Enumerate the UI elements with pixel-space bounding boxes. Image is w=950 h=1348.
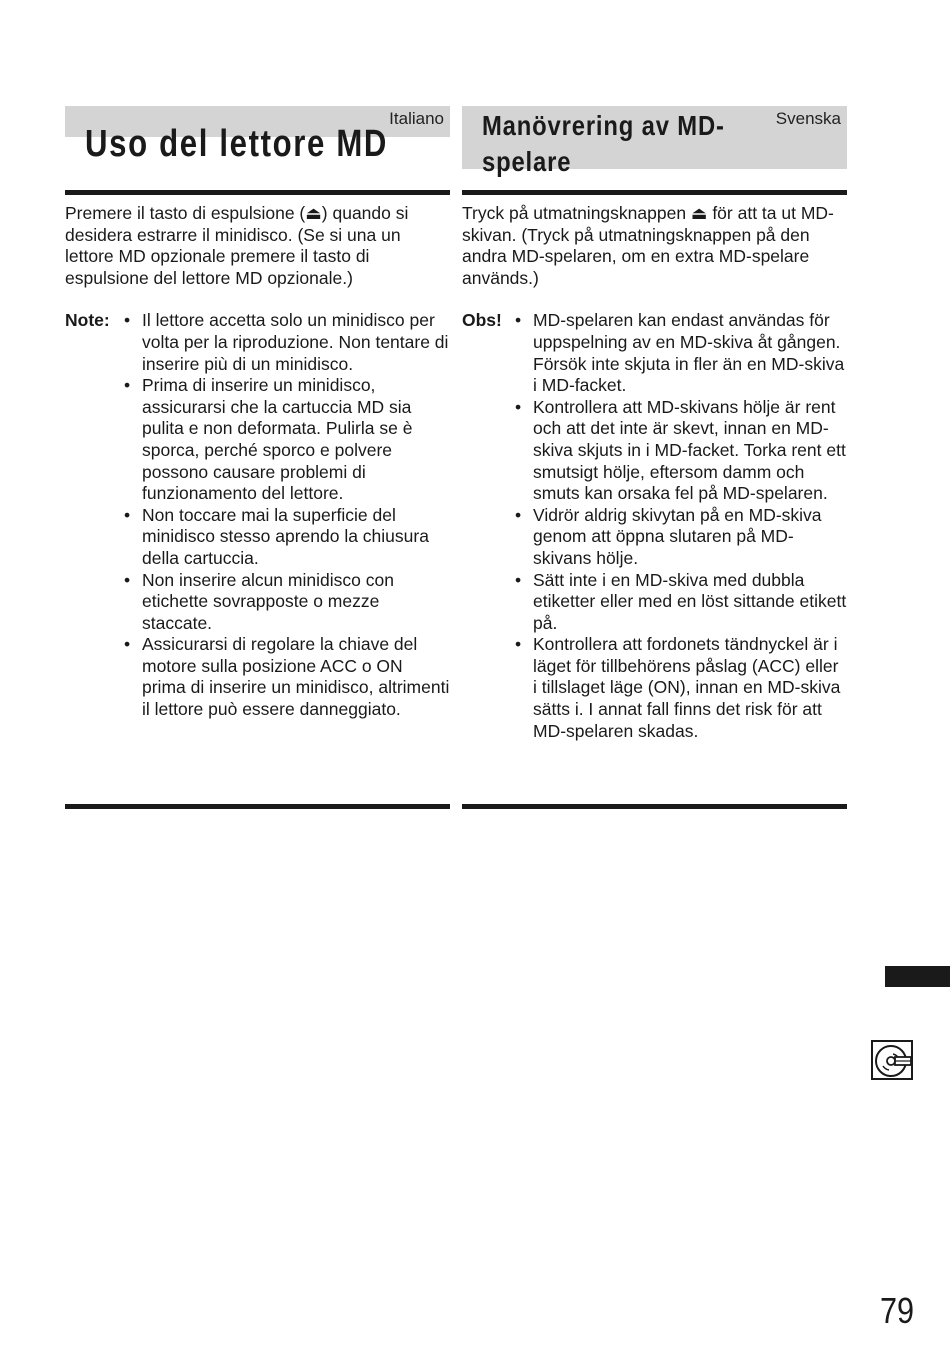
swedish-column	[462, 106, 847, 742]
intro-italian: Premere il tasto di espulsione (⏏) quando si desidera estrarre il minidisco. (Se si una un lettore MD opzionale premere il tasto di espulsione del lettore MD opzionale.)	[65, 203, 409, 288]
page-number: 79	[880, 1290, 915, 1331]
bottom-rule-italian	[65, 804, 450, 809]
note-item: • Assicurarsi di regolare la chiave del motore sulla posizione ACC o ON prima di inserire un minidisco, altrimenti il lettore può essere danneggiato.	[121, 634, 450, 720]
section-tab-marker	[885, 966, 950, 987]
italian-header	[65, 106, 450, 195]
note-item: • Il lettore accetta solo un minidisco per volta per la riproduzione. Non tentare di inserire più di un minidisco.	[121, 310, 450, 375]
md-disc-icon	[871, 1040, 913, 1080]
page-title-swedish: Manövrering av MD-spelare	[482, 110, 725, 177]
note-item: • Non toccare mai la superficie del minidisco stesso aprendo la chiusura della cartuccia.	[121, 505, 450, 570]
note-list-italian	[121, 310, 450, 720]
note-label-italian: Note:	[65, 310, 110, 331]
note-label-swedish: Obs!	[462, 310, 502, 331]
language-label-swedish: Svenska	[775, 109, 841, 128]
note-item: • Kontrollera att MD-skivans hölje är rent och att det inte är skevt, innan en MD-skiva skjuts in i MD-facket. Torka rent ett smutsigt hölje, eftersom damm och smuts kan orsaka fel på MD-spelaren.	[512, 397, 847, 505]
note-item: • Sätt inte i en MD-skiva med dubbla etiketter eller med en löst sittande etikett på.	[512, 570, 847, 635]
intro-swedish: Tryck på utmatningsknappen ⏏ för att ta ut MD-skivan. (Tryck på utmatningsknappen på den andra MD-spelaren, om en extra MD-spelare används.)	[462, 203, 834, 288]
note-item: • Vidrör aldrig skivytan på en MD-skiva genom att öppna slutaren på MD-skivans hölje.	[512, 505, 847, 570]
note-item: • Kontrollera att fordonets tändnyckel är i läget för tillbehörens påslag (ACC) eller i tillslaget läge (ON), innan en MD-skiva sätts i. I annat fall finns det risk för att MD-spelaren skadas.	[512, 634, 847, 742]
page-title-italian: Uso del lettore MD	[85, 123, 389, 165]
italian-column	[65, 106, 450, 721]
note-item: • MD-spelaren kan endast användas för uppspelning av en MD-skiva åt gången. Försök inte skjuta in fler än en MD-skiva i MD-facket.	[512, 310, 847, 396]
notes-italian	[65, 310, 450, 720]
bottom-rule-swedish	[462, 804, 847, 809]
language-label-italian: Italiano	[389, 109, 444, 128]
swedish-header	[462, 106, 847, 195]
note-item: • Non inserire alcun minidisco con etichette sovrapposte o mezze staccate.	[121, 570, 450, 635]
notes-swedish	[462, 310, 847, 742]
note-item: • Prima di inserire un minidisco, assicurarsi che la cartuccia MD sia pulita e non deformata. Pulirla se è sporca, perché sporco e polvere possono causare problemi di funzionamento del lettore.	[121, 375, 450, 505]
note-list-swedish	[512, 310, 847, 742]
